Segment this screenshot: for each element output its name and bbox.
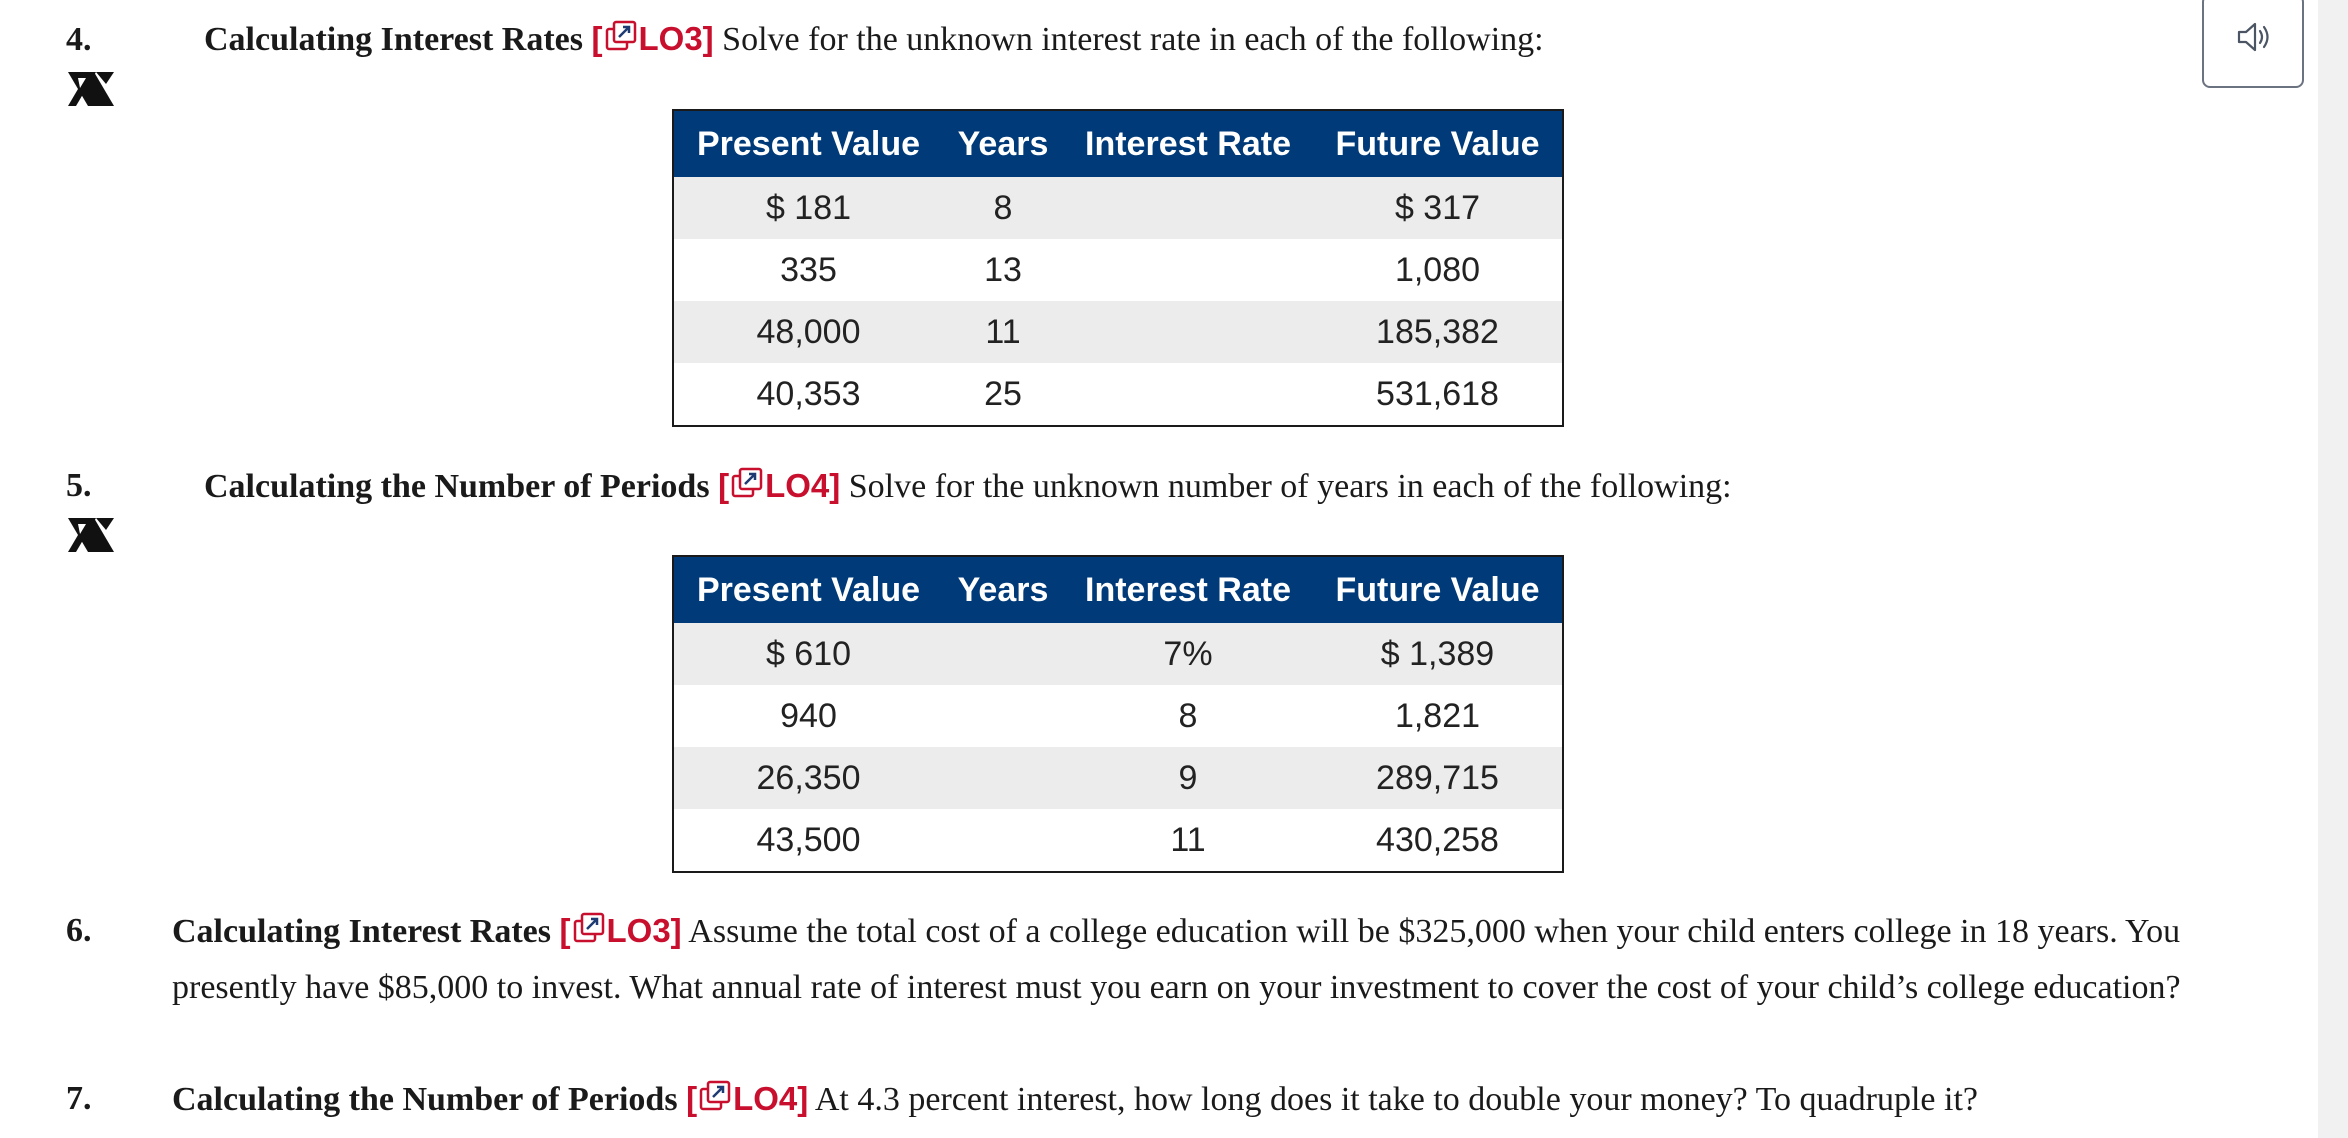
interest-rate-table: [672, 109, 1564, 427]
problem-title: Calculating Interest Rates: [204, 21, 583, 58]
table-row: [673, 809, 1563, 872]
header-interest-rate: Interest Rate: [1063, 110, 1313, 177]
header-interest-rate: Interest Rate: [1063, 556, 1313, 623]
cell-interest-rate: [1063, 177, 1313, 239]
cell-present-value: 26,350: [673, 747, 943, 809]
excel-x-icon[interactable]: [66, 70, 116, 108]
problem-title: Calculating Interest Rates: [172, 913, 551, 950]
header-present-value: Present Value: [673, 110, 943, 177]
table-row: [673, 685, 1563, 747]
lo-bracket: [: [718, 467, 730, 504]
excel-x-icon[interactable]: [66, 516, 116, 554]
cell-future-value: 185,382: [1313, 301, 1563, 363]
table-row: [673, 623, 1563, 685]
problem-title: Calculating the Number of Periods: [172, 1081, 678, 1118]
header-future-value: Future Value: [1313, 556, 1563, 623]
external-link-icon[interactable]: [605, 20, 637, 52]
external-link-icon[interactable]: [731, 467, 763, 499]
cell-future-value: $ 317: [1313, 177, 1563, 239]
table-row: [673, 363, 1563, 426]
cell-interest-rate: 11: [1063, 809, 1313, 872]
lo-link[interactable]: LO3]: [638, 20, 714, 57]
lo-link[interactable]: LO4]: [733, 1080, 809, 1117]
read-aloud-button[interactable]: [2202, 0, 2304, 88]
cell-interest-rate: [1063, 239, 1313, 301]
cell-present-value: $ 181: [673, 177, 943, 239]
cell-future-value: 430,258: [1313, 809, 1563, 872]
problem-heading: [172, 1071, 1978, 1128]
problem-number: 4.: [66, 21, 92, 58]
cell-interest-rate: 8: [1063, 685, 1313, 747]
problem-paragraph: [172, 903, 2202, 1016]
cell-interest-rate: 9: [1063, 747, 1313, 809]
cell-years: [943, 623, 1063, 685]
problem-prompt: At 4.3 percent interest, how long does it take to double your money? To quadruple it?: [814, 1081, 1978, 1118]
cell-present-value: $ 610: [673, 623, 943, 685]
speaker-icon: [2236, 20, 2274, 54]
problem-number: 5.: [66, 467, 92, 504]
cell-future-value: 289,715: [1313, 747, 1563, 809]
cell-years: [943, 747, 1063, 809]
external-link-icon[interactable]: [699, 1080, 731, 1112]
cell-years: 13: [943, 239, 1063, 301]
problem-heading: [204, 11, 1544, 68]
lo-link[interactable]: LO3]: [606, 912, 682, 949]
external-link-icon[interactable]: [573, 912, 605, 944]
cell-present-value: 48,000: [673, 301, 943, 363]
header-present-value: Present Value: [673, 556, 943, 623]
lo-link[interactable]: LO4]: [765, 467, 841, 504]
cell-interest-rate: 7%: [1063, 623, 1313, 685]
cell-present-value: 335: [673, 239, 943, 301]
lo-bracket: [: [559, 912, 571, 949]
cell-years: [943, 685, 1063, 747]
cell-years: [943, 809, 1063, 872]
header-years: Years: [943, 110, 1063, 177]
cell-future-value: $ 1,389: [1313, 623, 1563, 685]
lo-bracket: [: [591, 20, 603, 57]
table-row: [673, 239, 1563, 301]
cell-present-value: 940: [673, 685, 943, 747]
cell-present-value: 40,353: [673, 363, 943, 426]
lo-bracket: [: [686, 1080, 698, 1117]
cell-future-value: 1,080: [1313, 239, 1563, 301]
cell-future-value: 1,821: [1313, 685, 1563, 747]
problem-number: 7.: [66, 1080, 92, 1117]
problem-prompt: Solve for the unknown number of years in each of the following:: [848, 468, 1732, 505]
cell-years: 11: [943, 301, 1063, 363]
table-row: [673, 177, 1563, 239]
problem-title: Calculating the Number of Periods: [204, 468, 710, 505]
problem-prompt: Assume the total cost of a college education will be $325,000 when your child enters college in 18 years. You presently have $85,000 to invest. What annual rate of interest must you earn on your investment to cover the cost of your child’s college education?: [172, 913, 2181, 1006]
cell-interest-rate: [1063, 301, 1313, 363]
problem-heading: [204, 458, 1732, 515]
cell-present-value: 43,500: [673, 809, 943, 872]
problem-number: 6.: [66, 912, 92, 949]
cell-future-value: 531,618: [1313, 363, 1563, 426]
cell-years: 25: [943, 363, 1063, 426]
header-future-value: Future Value: [1313, 110, 1563, 177]
cell-interest-rate: [1063, 363, 1313, 426]
page-scrollbar[interactable]: [2318, 0, 2348, 1138]
problem-prompt: Solve for the unknown interest rate in each of the following:: [722, 21, 1544, 58]
header-years: Years: [943, 556, 1063, 623]
cell-years: 8: [943, 177, 1063, 239]
table-row: [673, 301, 1563, 363]
table-row: [673, 747, 1563, 809]
number-of-periods-table: [672, 555, 1564, 873]
